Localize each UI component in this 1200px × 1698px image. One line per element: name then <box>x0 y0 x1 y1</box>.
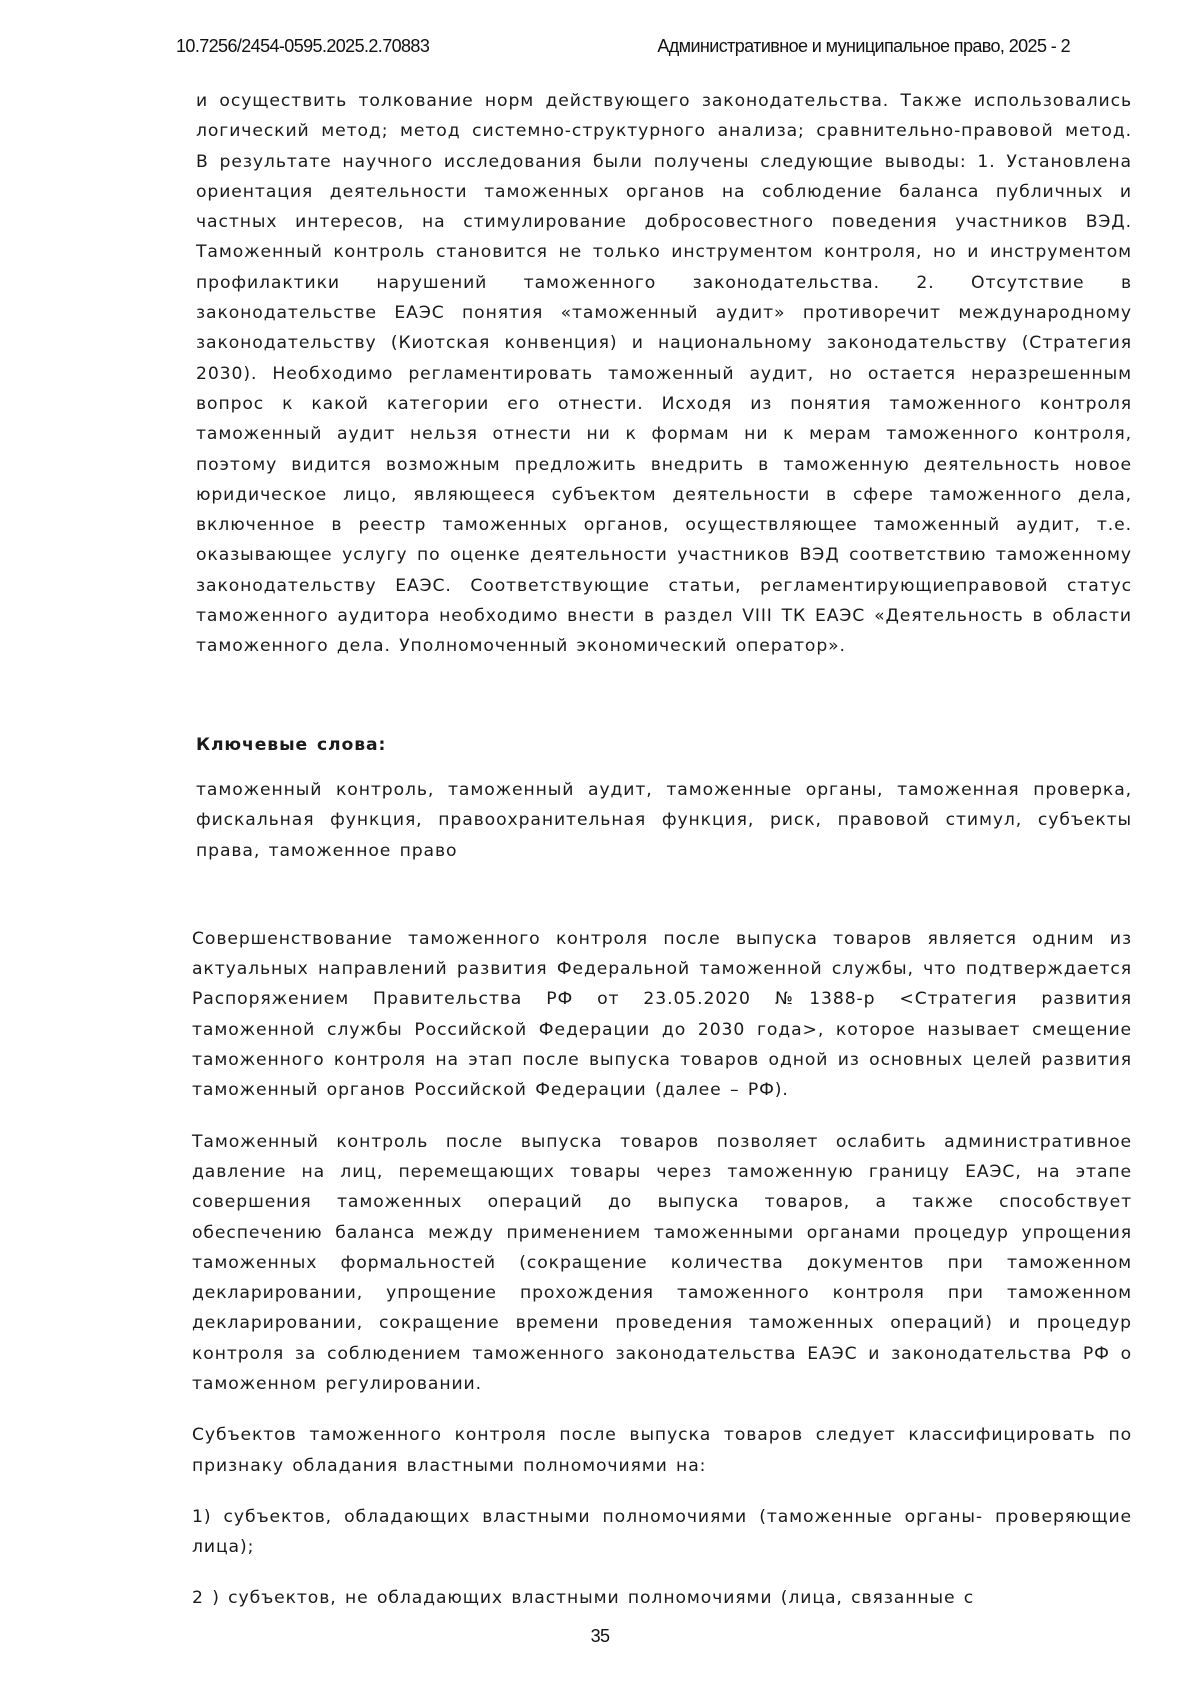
page-number: 35 <box>590 1626 610 1646</box>
body-paragraph: Совершенствование таможенного контроля после выпуска товаров является одним из актуальных направлений развития Федеральной таможенной службы, что подтверждается Распоряжением Правительства РФ от 23.05.2020 №1388-р <Стратегия развития таможенной службы Российской Федерации до 2030 года>, которое называет смещение таможенного контроля на этап после выпуска товаров одной из основных целей развития таможенный органов Российской Федерации (далее – РФ). <box>192 928 1132 1101</box>
running-header <box>176 36 1070 60</box>
article-body <box>192 924 1132 1614</box>
page-content <box>192 86 1132 1614</box>
journal-title: Административное и муниципальное право, 2025 - 2 <box>657 36 1070 56</box>
body-paragraph: Субъектов таможенного контроля после выпуска товаров следует классифицировать по признаку обладания властными полномочиями на: <box>192 1425 1132 1476</box>
body-paragraph: Таможенный контроль после выпуска товаров позволяет ослабить административное давление на лиц, перемещающих товары через таможенную границу ЕАЭС, на этапе совершения таможенных операций до выпуска товаров, а также способствует обеспечению баланса между применением таможенными органами процедур упрощения таможенных формальностей (сокращение количества документов при таможенном декларировании, упрощение прохождения таможенного контроля при таможенном декларировании, сокращение времени проведения таможенных операций) и процедур контроля за соблюдением таможенного законодательства ЕАЭС и законодательства РФ о таможенном регулировании. <box>192 1131 1132 1394</box>
keywords-list: таможенный контроль, таможенный аудит, таможенные органы, таможенная проверка, фискальная функция, правоохранительная функция, риск, правовой стимул, субъекты права, таможенное право <box>196 779 1132 861</box>
list-item: 1) субъектов, обладающих властными полномочиями (таможенные органы- проверяющие лица); <box>192 1506 1132 1558</box>
keywords-heading: Ключевые слова: <box>196 734 387 755</box>
list-item: 2 ) субъектов, не обладающих властными полномочиями (лица, связанные с <box>192 1588 975 1609</box>
abstract-paragraph: и осуществить толкование норм действующего законодательства. Также использовались логический метод; метод системно-структурного анализа; сравнительно-правовой метод. В результате научного исследования были получены следующие выводы: 1. Установлена ориентация деятельности таможенных органов на соблюдение баланса публичных и частных интересов, на стимулирование добросовестного поведения участников ВЭД. Таможенный контроль становится не только инструментом контроля, но и инструментом профилактики нарушений таможенного законодательства. 2. Отсутствие в законодательстве ЕАЭС понятия «таможенный аудит» противоречит международному законодательству (Киотская конвенция) и национальному законодательству (Стратегия 2030). Необходимо регламентировать таможенный аудит, но остается неразрешенным вопрос к какой категории его отнести. Исходя из понятия таможенного контроля таможенный аудит нельзя отнести ни к формам ни к мерам таможенного контроля, поэтому видится возможным предложить внедрить в таможенную деятельность новое юридическое лицо, являющееся субъектом деятельности в сфере таможенного дела, включенное в реестр таможенных органов, осуществляющее таможенный аудит, т.е. оказывающее услугу по оценке деятельности участников ВЭД соответствию таможенному законодательству ЕАЭС. Соответствующие статьи, регламентирующиеправовой статус таможенного аудитора необходимо внести в раздел VIII ТК ЕАЭС «Деятельность в области таможенного дела. Уполномоченный экономический оператор». <box>196 91 1132 657</box>
doi-text: 10.7256/2454-0595.2025.2.70883 <box>176 36 430 56</box>
